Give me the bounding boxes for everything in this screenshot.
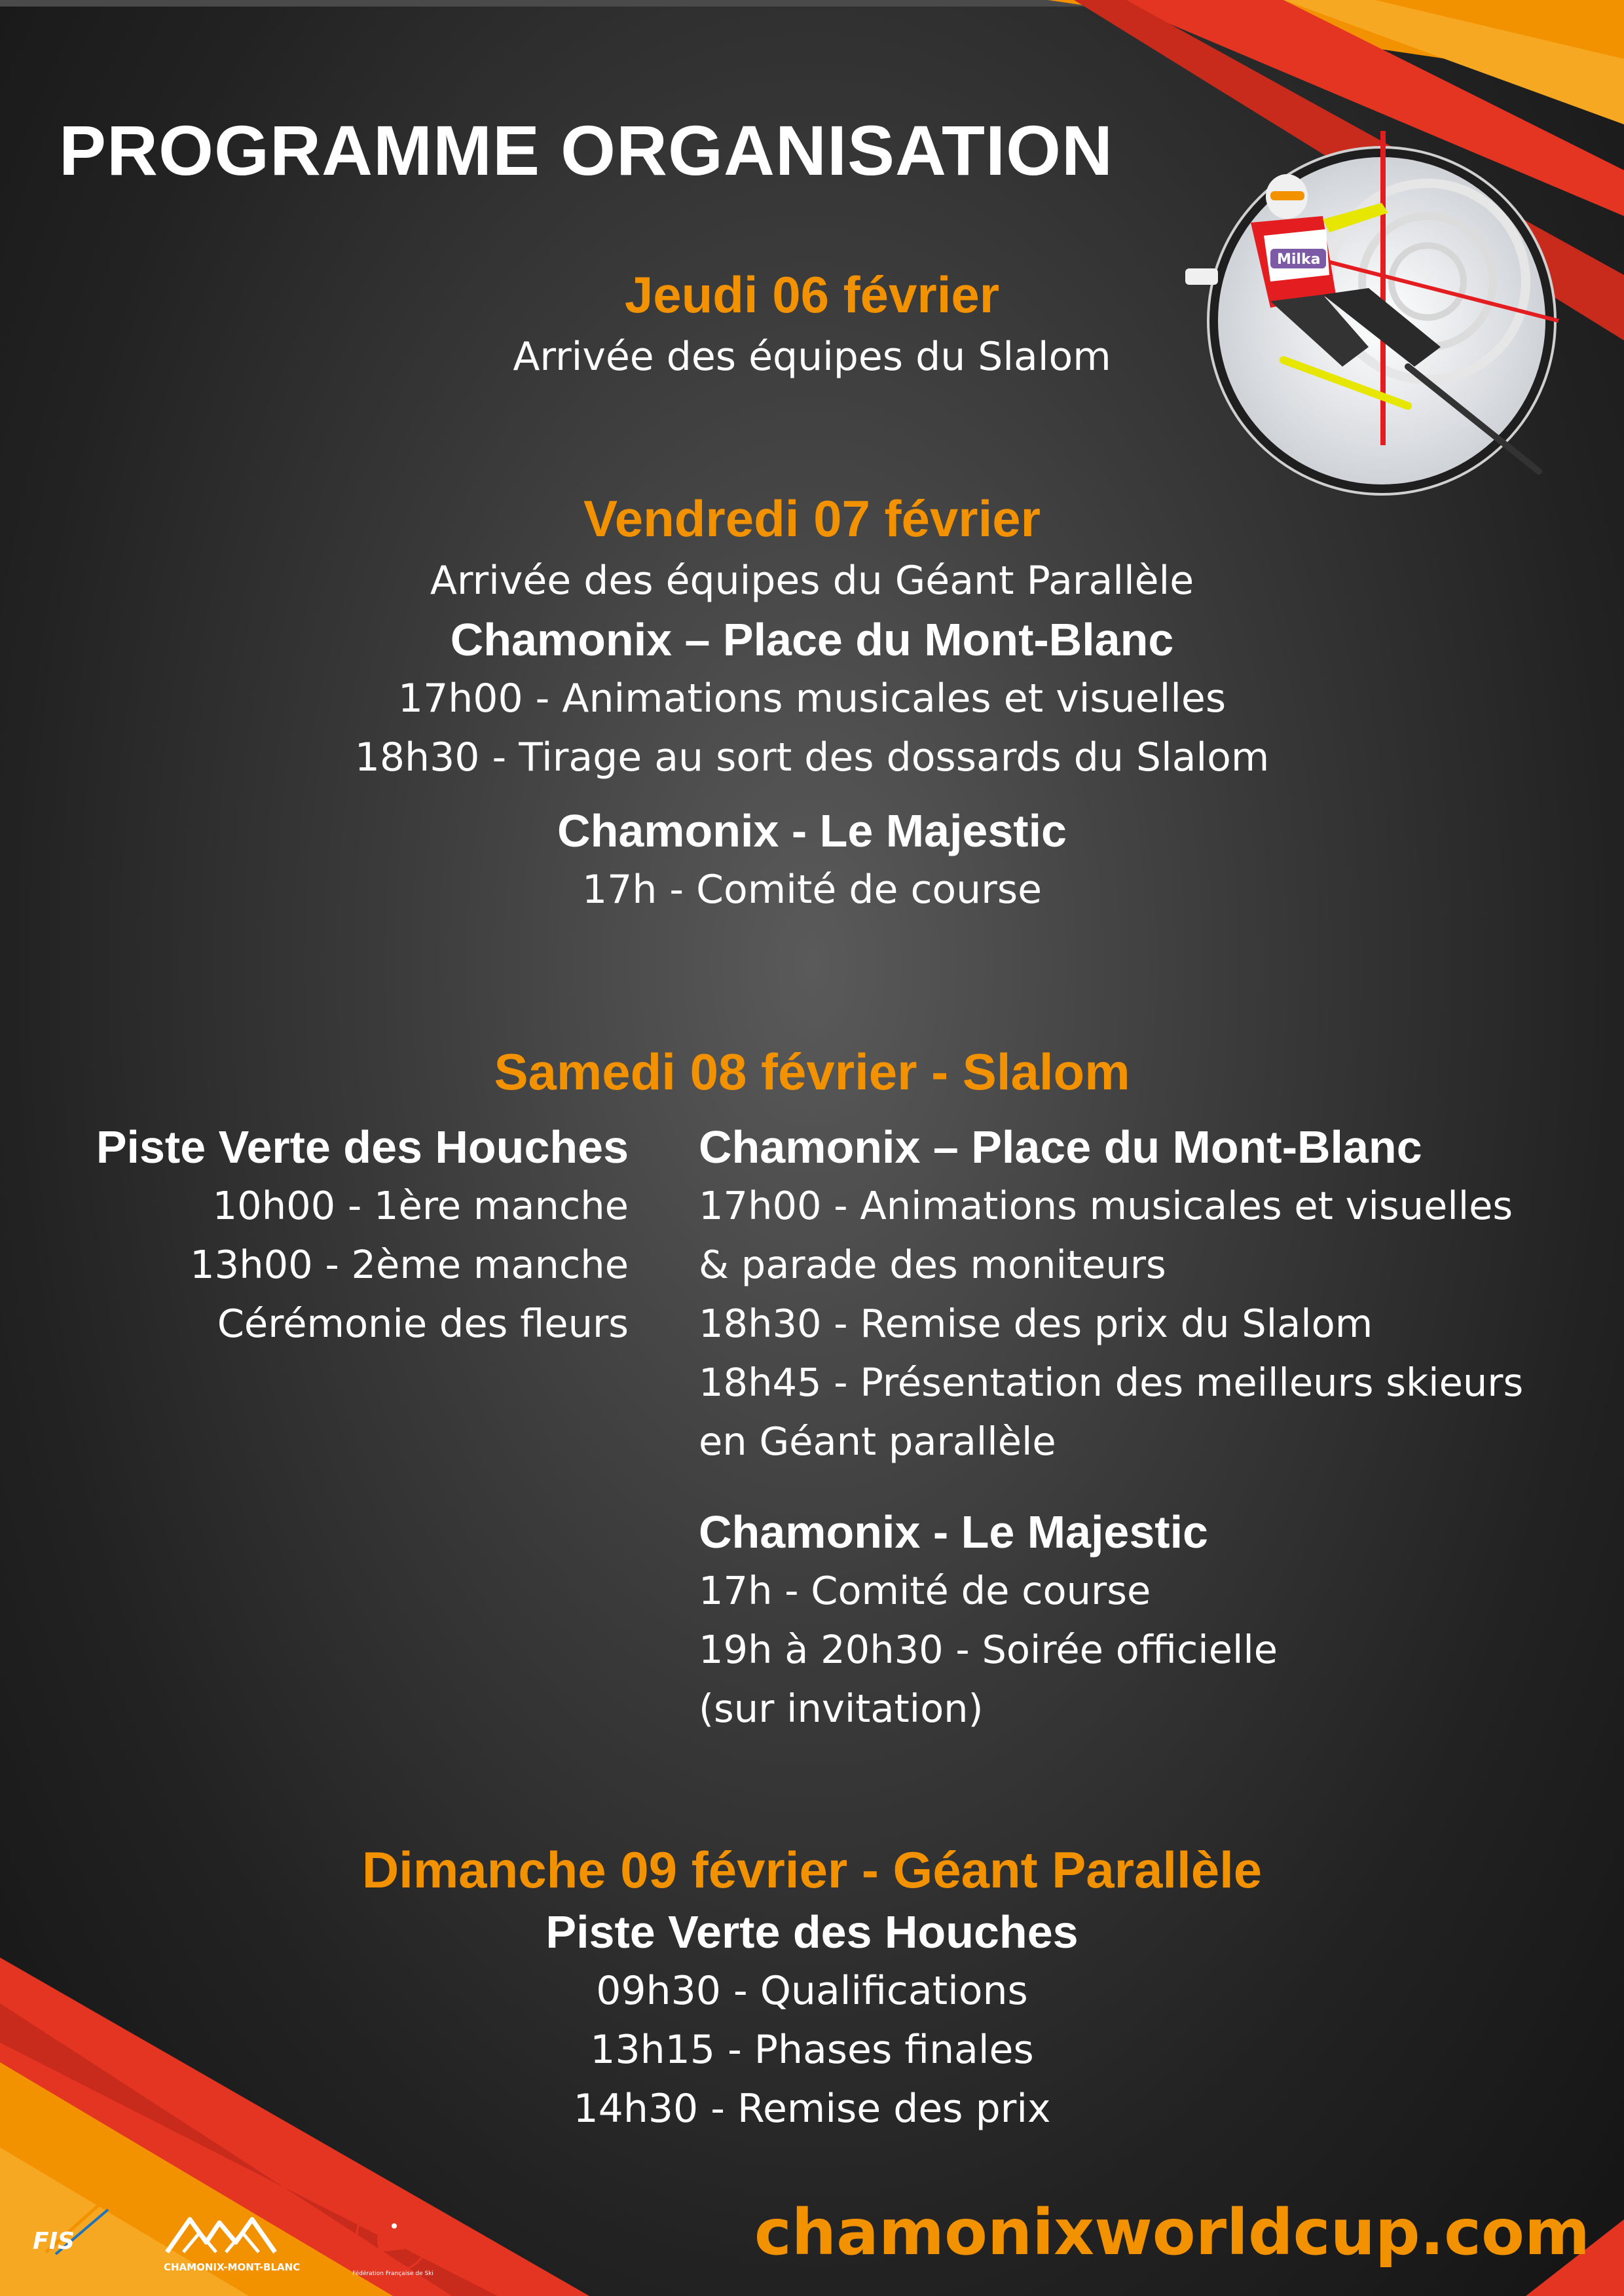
day-heading: Jeudi 06 février: [624, 266, 1000, 323]
event-line: Arrivée des équipes du Slalom: [513, 334, 1111, 380]
venue-heading: Piste Verte des Houches: [96, 1121, 629, 1173]
venue-heading: Piste Verte des Houches: [545, 1906, 1079, 1958]
thursday-section: [0, 262, 1624, 386]
event-line: 18h30 - Remise des prix du Slalom: [699, 1301, 1373, 1346]
saturday-right-column: [699, 1118, 1615, 1738]
event-line: Arrivée des équipes du Géant Parallèle: [430, 558, 1194, 604]
event-line: 13h00 - 2ème manche: [190, 1242, 629, 1287]
chamonix-logo-text: CHAMONIX-MONT-BLANC: [164, 2261, 301, 2273]
sunday-section: [0, 1837, 1624, 2138]
event-line: 13h15 - Phases finales: [590, 2027, 1034, 2073]
event-line: (sur invitation): [699, 1686, 984, 1731]
day-heading: Vendredi 07 février: [583, 490, 1041, 547]
mountain-logo-icon: [154, 2206, 311, 2278]
event-line: 09h30 - Qualifications: [596, 1968, 1028, 2014]
day-heading: Dimanche 09 février - Géant Parallèle: [361, 1841, 1263, 1899]
friday-section: [0, 486, 1624, 919]
bib-text: Milka: [1277, 251, 1321, 268]
ffs-logo-text: Fédération Française de Ski: [352, 2270, 434, 2277]
saturday-section: [0, 1039, 1624, 1104]
event-line: & parade des moniteurs: [699, 1242, 1166, 1287]
event-line: 18h30 - Tirage au sort des dossards du Slalom: [354, 735, 1270, 780]
rooster-logo-icon: [347, 2190, 439, 2282]
event-line: 10h00 - 1ère manche: [212, 1183, 629, 1228]
venue-heading: Chamonix – Place du Mont-Blanc: [699, 1121, 1422, 1173]
event-line: 17h - Comité de course: [581, 867, 1043, 913]
venue-heading: Chamonix - Le Majestic: [557, 805, 1067, 856]
event-line: 17h - Comité de course: [699, 1568, 1151, 1613]
event-line: 19h à 20h30 - Soirée officielle: [699, 1627, 1278, 1672]
venue-heading: Chamonix – Place du Mont-Blanc: [450, 614, 1174, 665]
day-heading: Samedi 08 février - Slalom: [494, 1043, 1130, 1101]
event-line: 14h30 - Remise des prix: [573, 2086, 1051, 2132]
venue-heading: Chamonix - Le Majestic: [699, 1506, 1208, 1558]
saturday-left-column: [0, 1118, 629, 1353]
event-line: 17h00 - Animations musicales et visuelles: [699, 1183, 1513, 1228]
event-line: en Géant parallèle: [699, 1419, 1056, 1464]
event-line: Cérémonie des fleurs: [217, 1301, 629, 1346]
fis-logo-text: FIS: [33, 2228, 75, 2255]
page-title: PROGRAMME ORGANISATION: [59, 111, 1113, 190]
event-line: 18h45 - Présentation des meilleurs skieurs: [699, 1360, 1524, 1405]
website-url[interactable]: chamonixworldcup.com: [754, 2196, 1590, 2269]
event-line: 17h00 - Animations musicales et visuelles: [397, 676, 1227, 721]
fis-logo-icon: [26, 2196, 118, 2262]
